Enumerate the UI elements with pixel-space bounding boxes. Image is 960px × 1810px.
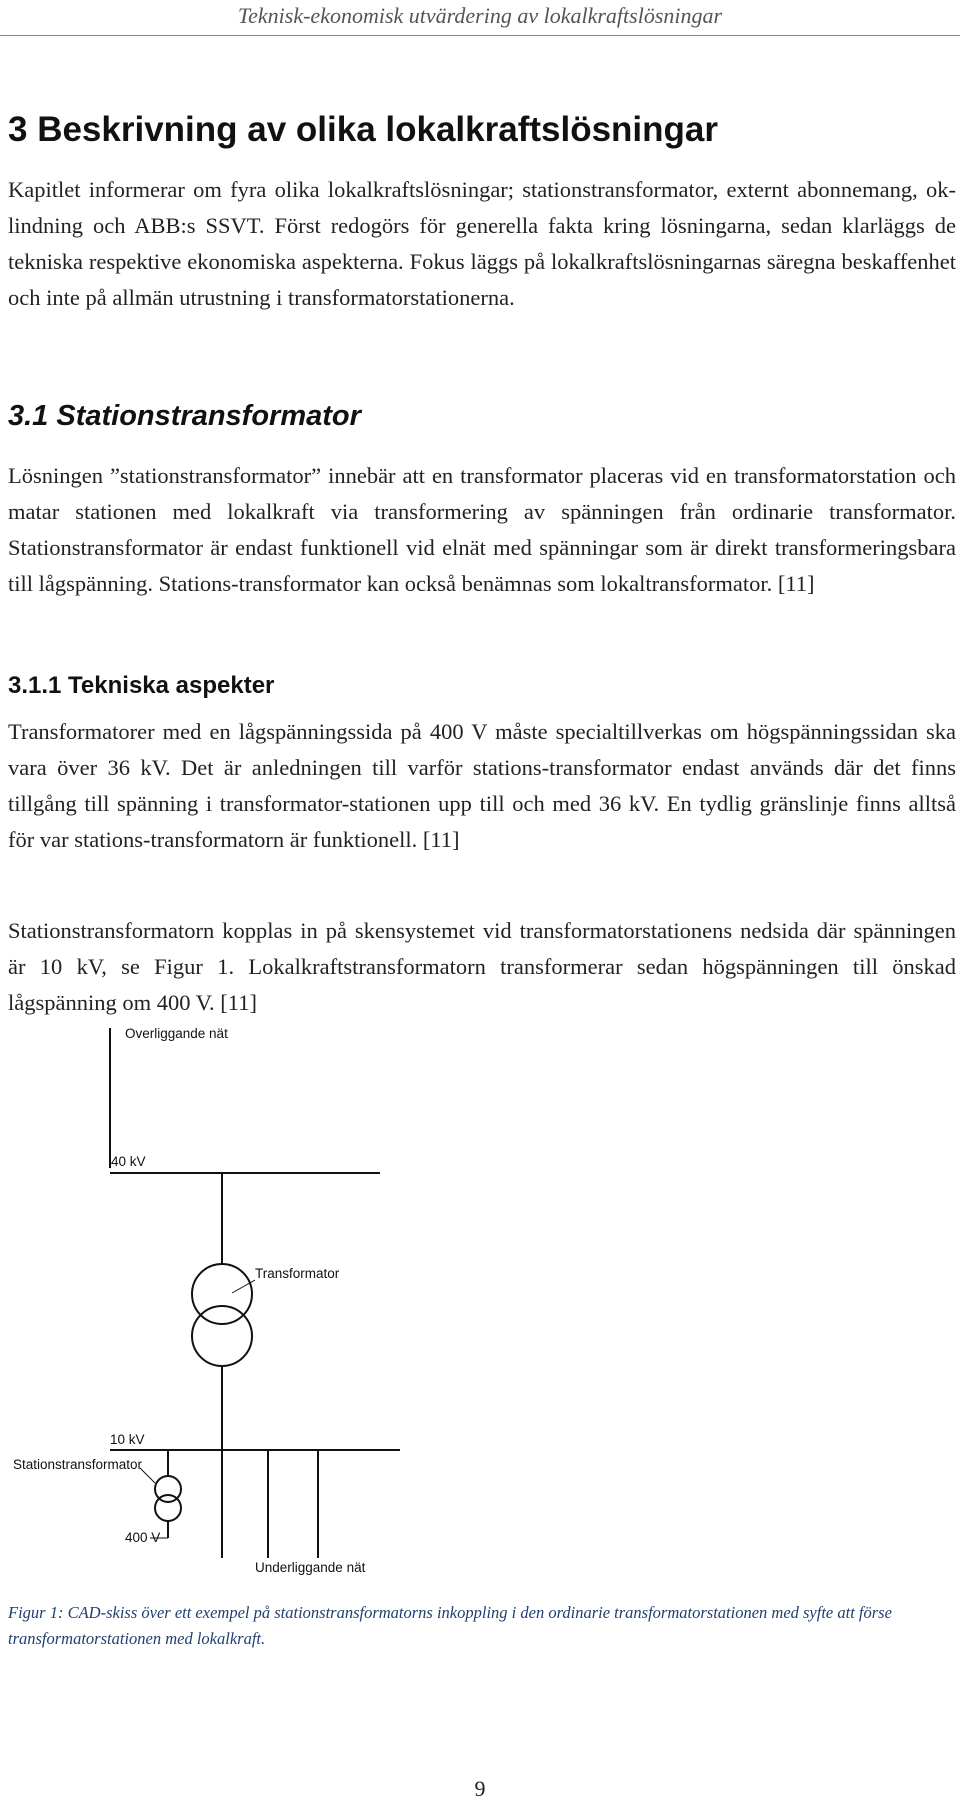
- figure-caption: Figur 1: CAD-skiss över ett exempel på stationstransformatorns inkoppling i den ordinarie transformatorstationen med syfte att förse transformatorstationen med lokalkraft.: [8, 1603, 892, 1648]
- running-header: Teknisk-ekonomisk utvärdering av lokalkraftslösningar: [237, 3, 723, 28]
- diagram-svg: [0, 1028, 420, 1588]
- section-intro-paragraph: Kapitlet informerar om fyra olika lokalkraftslösningar; stationstransformator, externt abonnemang, ok-lindning och ABB:s SSVT. Först redogörs för generella fakta kring lösningarna, sedan klarläggs de tekniska respektive ekonomiska aspekterna. Fokus läggs på lokalkraftslösningarnas säregna beskaffenhet och inte på allmän utrustning i transformatorstationerna.: [8, 177, 956, 310]
- label-40kv: 40 kV: [111, 1154, 146, 1169]
- single-line-diagram: [0, 1028, 420, 1588]
- main-transformer-secondary-coil: [192, 1306, 252, 1366]
- header-divider: [0, 35, 960, 36]
- label-lower-grid: Underliggande nät: [255, 1560, 366, 1575]
- station-transformer-leader: [140, 1468, 155, 1483]
- page-number: 9: [474, 1776, 486, 1801]
- section-heading: 3 Beskrivning av olika lokalkraftslösningar: [8, 110, 718, 149]
- label-10kv: 10 kV: [110, 1432, 145, 1447]
- subsection-heading: 3.1 Stationstransformator: [8, 400, 361, 432]
- technical-paragraph-1: Transformatorer med en lågspänningssida på 400 V måste specialtillverkas om högspänningssidan ska vara över 36 kV. Det är anledningen till varför stations-transformator endast används där det finns tillgång till spänning i transformator-stationen upp till och med 36 kV. En tydlig gränslinje finns alltså för var stations-transformatorn är funktionell. [11]: [8, 719, 956, 852]
- label-upper-grid: Överliggande nät: [125, 1028, 228, 1041]
- label-transformer: Transformator: [255, 1266, 340, 1281]
- label-station-transformer: Stationstransformator: [13, 1457, 143, 1472]
- label-400v: 400 V: [125, 1530, 161, 1545]
- subsection-paragraph: Lösningen ”stationstransformator” innebär att en transformator placeras vid en transformatorstation och matar stationen med lokalkraft via transformering av spänningen från ordinarie transformator. Stationstransformator är endast funktionell vid elnät med spänningar som är direkt transformeringsbara till lågspänning. Stations-transformator kan också benämnas som lokaltransformator. [11]: [8, 463, 956, 596]
- subsubsection-heading: 3.1.1 Tekniska aspekter: [8, 672, 275, 699]
- station-transformer-secondary-coil: [155, 1495, 181, 1521]
- technical-paragraph-2: Stationstransformatorn kopplas in på skensystemet vid transformatorstationens nedsida där spänningen är 10 kV, se Figur 1. Lokalkraftstransformatorn transformerar sedan högspänningen till önskad lågspänning om 400 V. [11]: [8, 918, 956, 1015]
